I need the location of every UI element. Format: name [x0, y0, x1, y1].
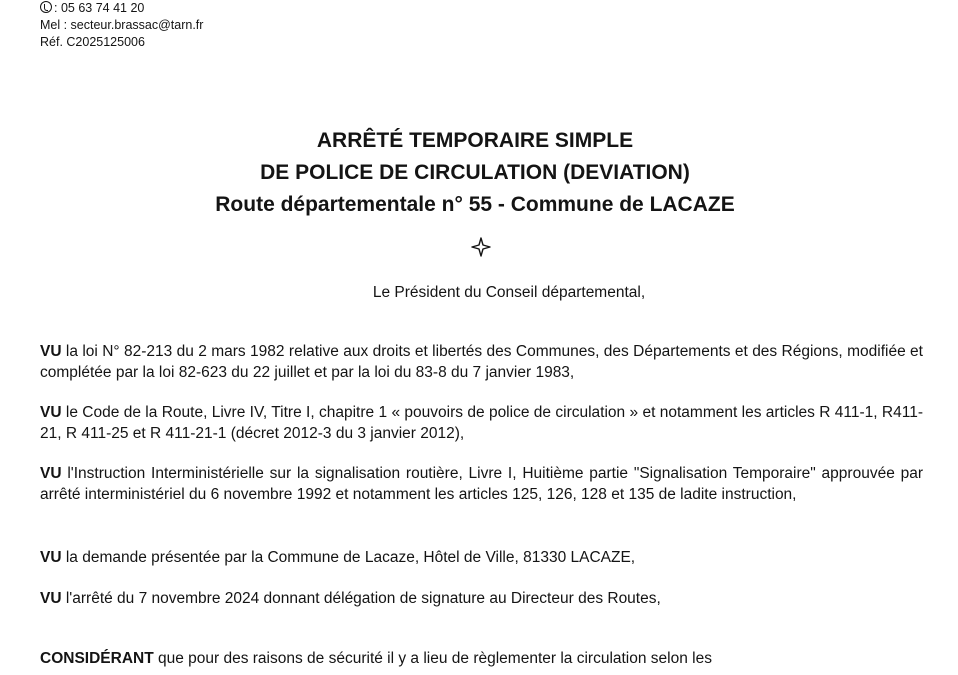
president-line: Le Président du Conseil départemental,: [372, 284, 646, 301]
paragraph-keyword: VU: [40, 549, 62, 566]
title-line-3: Route départementale n° 55 - Commune de LACAZE: [215, 193, 735, 216]
document-title: [0, 125, 958, 221]
paragraph-text: l'arrêté du 7 novembre 2024 donnant délégation de signature au Directeur des Routes,: [61, 590, 661, 607]
paragraph-vu-instruction: [40, 464, 923, 505]
paragraph-keyword: VU: [40, 590, 62, 607]
paragraph-vu-demande: [40, 548, 923, 569]
paragraph-vu-loi: [40, 342, 923, 383]
paragraph-text: la loi N° 82-213 du 2 mars 1982 relative aux droits et libertés des Communes, des Départements et des Régions, modifiée et complétée par la loi 82-623 du 22 juillet et par la loi du 83-8 du 7 janvier 1983,: [40, 343, 923, 381]
paragraph-considerant: [40, 649, 923, 670]
title-line-1: ARRÊTÉ TEMPORAIRE SIMPLE: [316, 129, 634, 152]
phone-number: : 05 63 74 41 20: [54, 1, 145, 15]
email-line: Mel : secteur.brassac@tarn.fr: [40, 18, 204, 32]
paragraph-keyword: CONSIDÉRANT: [40, 650, 154, 667]
contact-header: [40, 0, 203, 51]
paragraph-text: le Code de la Route, Livre IV, Titre I, chapitre 1 « pouvoirs de police de circulation » et notamment les articles R 411-1, R411-21, R 411-25 et R 411-21-1 (décret 2012-3 du 3 janvier 2012),: [40, 404, 923, 442]
phone-line: [40, 0, 203, 17]
paragraph-text: la demande présentée par la Commune de Lacaze, Hôtel de Ville, 81330 LACAZE,: [61, 549, 636, 566]
paragraph-keyword: VU: [40, 343, 62, 360]
reference-line: Réf. C2025125006: [40, 35, 145, 49]
phone-icon: [40, 1, 52, 13]
paragraph-keyword: VU: [40, 465, 62, 482]
paragraph-vu-arrete: [40, 589, 923, 610]
four-point-star-icon: [471, 237, 491, 257]
paragraph-text: que pour des raisons de sécurité il y a lieu de règlementer la circulation selon les: [153, 650, 712, 667]
paragraph-text: l'Instruction Interministérielle sur la signalisation routière, Livre I, Huitième partie "Signalisation Temporaire" approuvée par arrêté interministériel du 6 novembre 1992 et notamment les articles 125, 126, 128 et 135 de ladite instruction,: [40, 465, 923, 503]
paragraph-keyword: VU: [40, 404, 62, 421]
paragraph-vu-code-route: [40, 403, 923, 444]
title-line-2: DE POLICE DE CIRCULATION (DEVIATION): [260, 161, 690, 184]
